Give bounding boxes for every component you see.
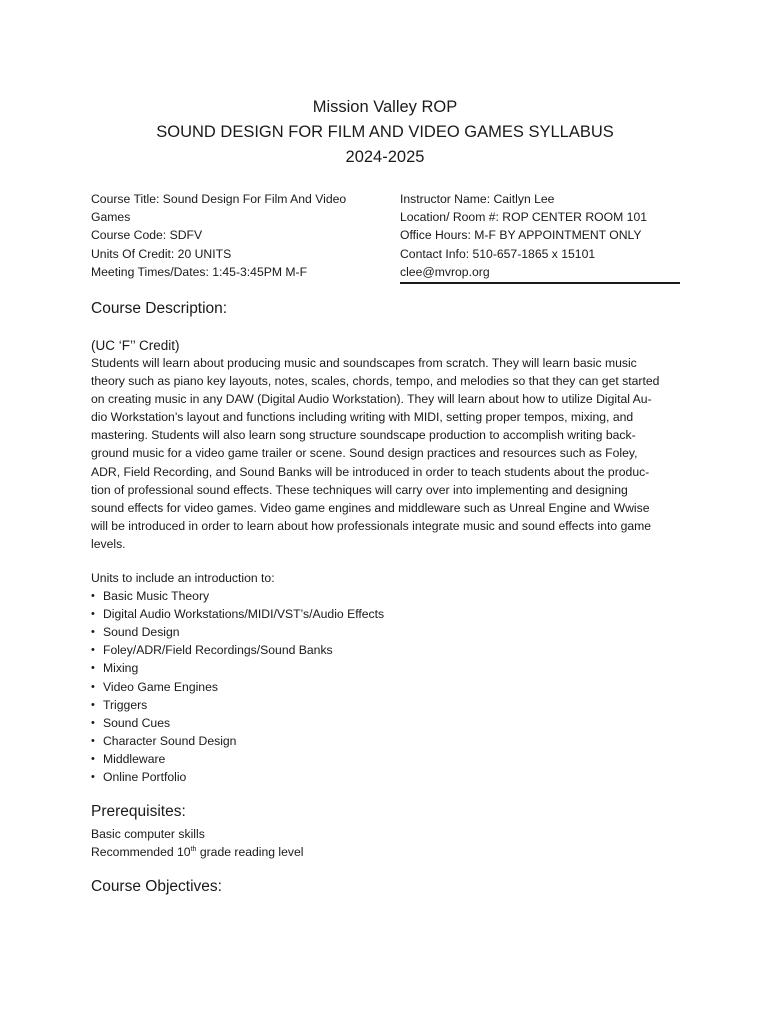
unit-list-item: [91, 587, 681, 605]
unit-list-item: [91, 750, 681, 768]
unit-label: Middleware: [103, 751, 166, 766]
unit-label: Digital Audio Workstations/MIDI/VST’s/Audio Effects: [103, 607, 385, 622]
course-code: Course Code: SDFV: [91, 228, 203, 243]
description-text: [91, 354, 681, 553]
prerequisite-reading-level: [91, 843, 681, 861]
unit-label: Character Sound Design: [103, 733, 237, 748]
description-line: Students will learn about producing music and soundscapes from scratch. They will learn basic music: [91, 356, 637, 370]
description-line: sound effects for video games. Video game engines and middleware such as Unreal Engine and Wwise: [91, 500, 650, 515]
organization-name: Mission Valley ROP: [312, 98, 458, 116]
unit-list-item: [91, 605, 681, 623]
course-description-heading: Course Description:: [91, 300, 228, 317]
objectives-section: [91, 877, 681, 897]
unit-label: Mixing: [103, 661, 139, 676]
description-line: on creating music in any DAW (Digital Audio Workstation). They will learn about how to utilize Digital Au-: [91, 392, 652, 407]
office-hours: Office Hours: M-F BY APPOINTMENT ONLY: [400, 228, 642, 243]
unit-list-item: [91, 641, 681, 659]
unit-list-item: [91, 623, 681, 641]
description-line: ground music for a video game trailer or scene. Sound design practices and resources such as Foley,: [91, 446, 638, 461]
instructor-name: Instructor Name: Caitlyn Lee: [400, 192, 555, 206]
unit-label: Sound Cues: [103, 715, 171, 730]
bullet-icon: •: [91, 734, 95, 747]
course-description-body: [91, 337, 681, 553]
unit-label: Triggers: [103, 697, 148, 712]
bullet-icon: •: [91, 752, 95, 765]
course-description-section: [91, 299, 681, 319]
course-objectives-heading: Course Objectives:: [91, 878, 222, 895]
meeting-times: Meeting Times/Dates: 1:45-3:45PM M-F: [91, 264, 308, 279]
unit-label: Online Portfolio: [103, 770, 187, 785]
reading-level-prefix: Recommended 10: [91, 845, 191, 860]
unit-list-item: [91, 659, 681, 677]
description-line: theory such as piano key layouts, notes, scales, chords, tempo, and melodies so that they can get started: [91, 374, 660, 389]
instructor-email: clee@mvrop.org: [400, 264, 490, 279]
reading-level-suffix: grade reading level: [196, 845, 304, 860]
units-list: [91, 587, 681, 786]
unit-label: Video Game Engines: [103, 679, 218, 694]
course-info: [91, 190, 376, 281]
room-location: Location/ Room #: ROP CENTER ROOM 101: [400, 210, 647, 225]
description-line: ADR, Field Recording, and Sound Banks will be introduced in order to teach students about the produc-: [91, 464, 650, 479]
instructor-info: [400, 190, 680, 284]
contact-info: Contact Info: 510-657-1865 x 15101: [400, 246, 596, 261]
description-line: tion of professional sound effects. These techniques will carry over into implementing and designing: [91, 482, 628, 497]
bullet-icon: •: [91, 698, 95, 711]
bullet-icon: •: [91, 716, 95, 729]
uc-credit-label: (UC ‘F’’ Credit): [91, 338, 180, 353]
description-line: dio Workstation’s layout and functions including writing with MIDI, setting proper tempos, mixing, and: [91, 410, 634, 425]
bullet-icon: •: [91, 644, 95, 657]
ordinal-suffix: th: [190, 846, 197, 854]
prerequisites-heading: Prerequisites:: [91, 803, 186, 820]
units-of-credit: Units Of Credit: 20 UNITS: [91, 246, 232, 261]
unit-list-item: [91, 678, 681, 696]
description-line: will be introduced in order to learn about how professionals integrate music and sound effects into game: [91, 518, 652, 533]
units-intro: Units to include an introduction to:: [91, 571, 275, 585]
units-section: [91, 569, 681, 786]
bullet-icon: •: [91, 590, 95, 603]
document-title: [0, 95, 770, 170]
course-title-line1: Course Title: Sound Design For Film And Video: [91, 192, 347, 206]
bullet-icon: •: [91, 608, 95, 621]
unit-list-item: [91, 696, 681, 714]
prerequisites-section: [91, 802, 681, 861]
description-line: levels.: [91, 536, 126, 551]
bullet-icon: •: [91, 680, 95, 693]
description-line: mastering. Students will also learn song structure soundscape production to accomplish writing back-: [91, 428, 636, 443]
unit-label: Basic Music Theory: [103, 589, 210, 604]
bullet-icon: •: [91, 771, 95, 784]
unit-label: Sound Design: [103, 625, 180, 640]
prerequisite-computer-skills: Basic computer skills: [91, 827, 205, 841]
unit-list-item: [91, 768, 681, 786]
unit-list-item: [91, 732, 681, 750]
bullet-icon: •: [91, 626, 95, 639]
unit-label: Foley/ADR/Field Recordings/Sound Banks: [103, 643, 333, 658]
bullet-icon: •: [91, 662, 95, 675]
course-title-line2: Games: [91, 210, 131, 225]
unit-list-item: [91, 714, 681, 732]
school-year: 2024-2025: [345, 148, 425, 166]
syllabus-title: SOUND DESIGN FOR FILM AND VIDEO GAMES SYLLABUS: [156, 123, 614, 141]
